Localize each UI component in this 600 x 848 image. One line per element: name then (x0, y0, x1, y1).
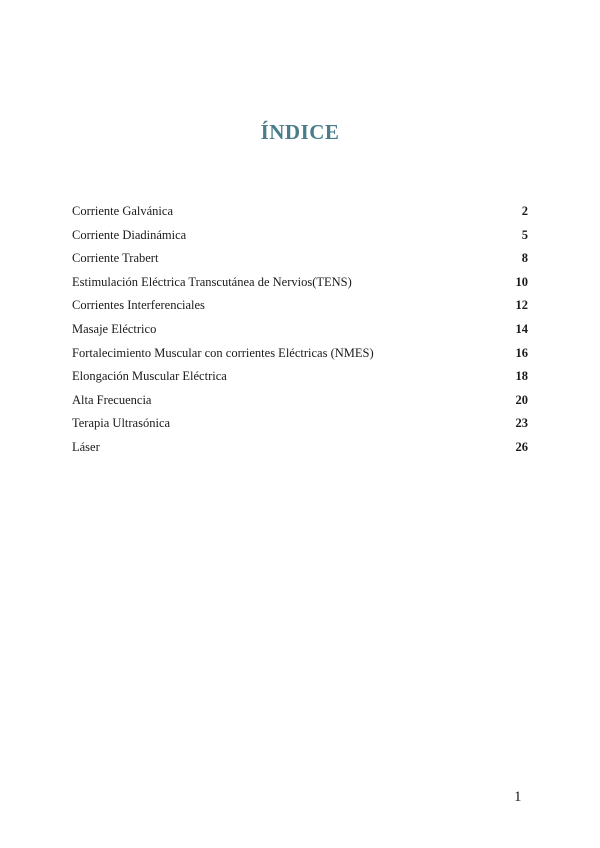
toc-entry[interactable] (72, 412, 528, 436)
toc-entry[interactable] (72, 365, 528, 389)
toc-entry-page: 18 (515, 369, 528, 384)
toc-entry-label: Terapia Ultrasónica (72, 416, 171, 431)
toc-entry-page: 5 (521, 227, 528, 242)
page-title: ÍNDICE (260, 120, 340, 144)
toc-entry-label: Láser (72, 439, 100, 454)
toc-entry[interactable] (72, 200, 528, 224)
toc-entry-page: 23 (515, 416, 528, 431)
toc-entry-page: 16 (515, 345, 528, 360)
toc-entry-page: 14 (515, 321, 528, 336)
toc-entry-label: Fortalecimiento Muscular con corrientes Eléctricas (NMES) (72, 345, 374, 360)
toc-entry-page: 20 (515, 392, 528, 407)
toc-entry[interactable] (72, 224, 528, 248)
toc-entry-label: Corriente Trabert (72, 251, 159, 266)
toc-entry[interactable] (72, 271, 528, 295)
toc-entry[interactable] (72, 389, 528, 413)
toc-entry-label: Corriente Diadinámica (72, 227, 187, 242)
toc-entry[interactable] (72, 342, 528, 366)
page-number: 1 (514, 789, 522, 805)
toc-entry-label: Masaje Eléctrico (72, 321, 157, 336)
toc-entry-page: 10 (515, 274, 528, 289)
toc-entry-label: Estimulación Eléctrica Transcutánea de Nervios(TENS) (72, 274, 352, 289)
toc-entry-page: 26 (515, 439, 528, 454)
toc-entry[interactable] (72, 247, 528, 271)
toc-entry[interactable] (72, 294, 528, 318)
toc-entry-page: 8 (521, 251, 528, 266)
table-of-contents (72, 200, 528, 460)
toc-entry-label: Alta Frecuencia (72, 392, 152, 407)
toc-entry[interactable] (72, 318, 528, 342)
toc-entry-label: Corrientes Interferenciales (72, 298, 205, 313)
toc-entry-label: Elongación Muscular Eléctrica (72, 369, 227, 384)
toc-entry[interactable] (72, 436, 528, 460)
toc-entry-page: 12 (515, 298, 528, 313)
toc-entry-label: Corriente Galvánica (72, 204, 173, 218)
toc-entry-page: 2 (521, 204, 528, 218)
